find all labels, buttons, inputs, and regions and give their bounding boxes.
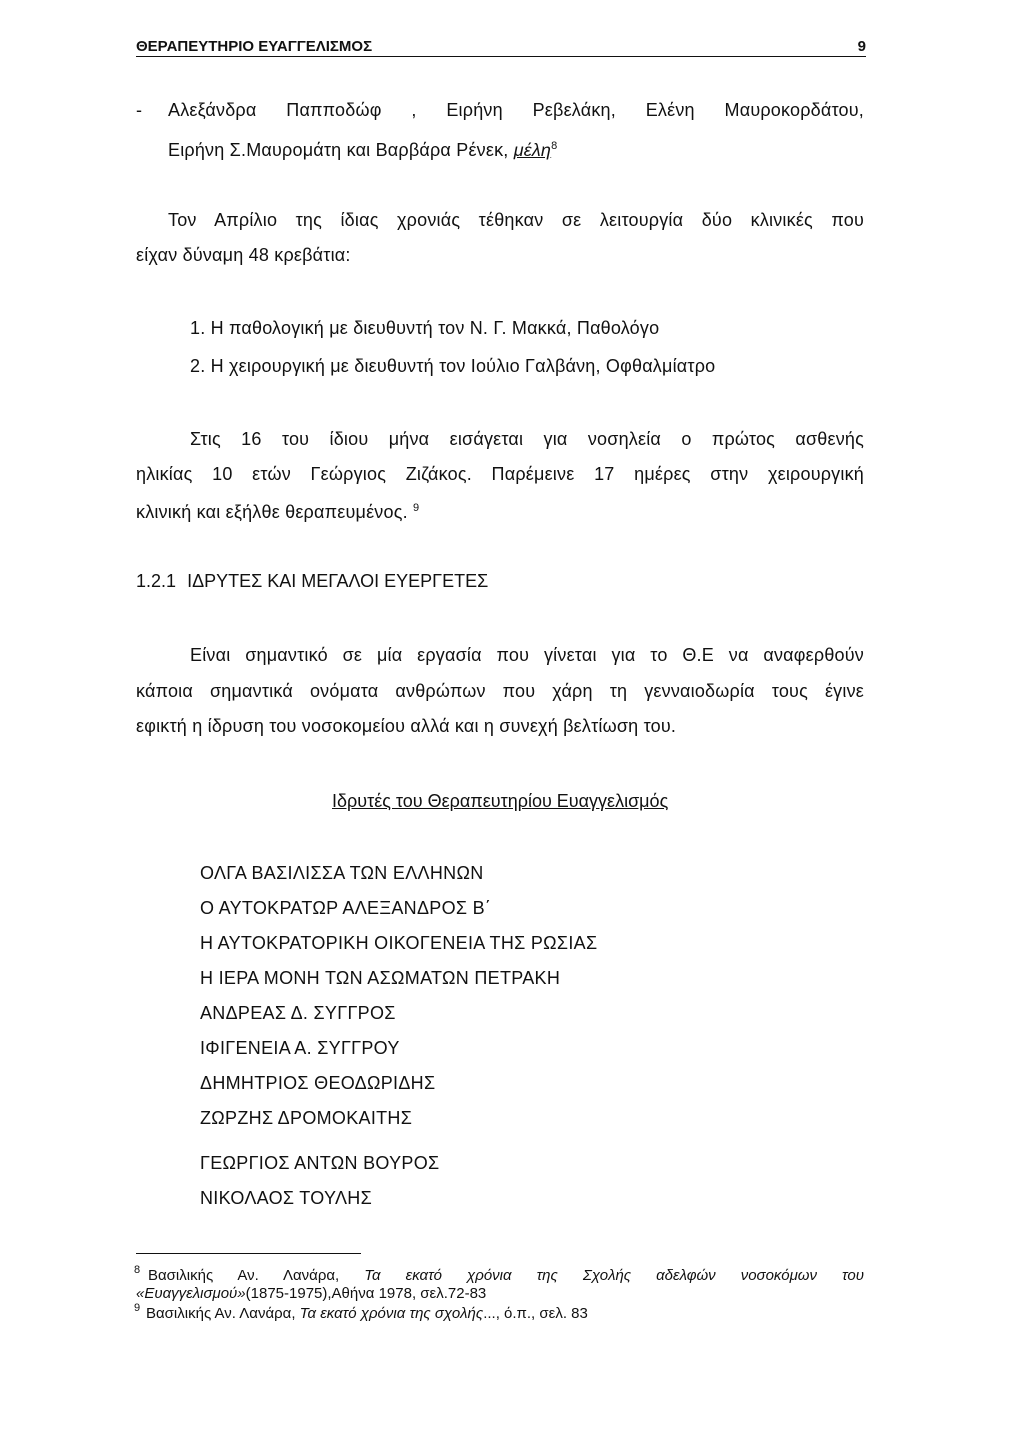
footnote-ref-9: 9 xyxy=(412,502,420,514)
founder-item: ΓΕΩΡΓΙΟΣ ΑΝΤΩΝ ΒΟΥΡΟΣ xyxy=(200,1153,440,1173)
footnote-9-rest: ..., ό.π., σελ. 83 xyxy=(483,1305,588,1322)
footnote-8-line-1 xyxy=(148,1267,864,1284)
footnote-8-title: Τα εκατό χρόνια της Σχολής αδελφών νοσοκόμων του xyxy=(364,1267,864,1284)
members-role: μέλη xyxy=(513,140,552,160)
important-line-2: κάποια σημαντικά ονόματα ανθρώπων που χάρη τη γενναιοδωρία τους έγινε xyxy=(136,681,864,701)
footnote-8-author: Βασιλικής Αν. Λανάρα, xyxy=(148,1267,340,1284)
founder-item: ΝΙΚΟΛΑΟΣ ΤΟΥΛΗΣ xyxy=(200,1188,372,1208)
footnote-8-publication: (1875-1975),Αθήνα 1978, σελ.72-83 xyxy=(245,1285,487,1302)
founder-item: ΑΝΔΡΕΑΣ Δ. ΣΥΓΓΡΟΣ xyxy=(200,1003,396,1023)
patient-line-1: Στις 16 του ίδιου μήνα εισάγεται για νοσηλεία ο πρώτος ασθενής xyxy=(190,429,864,449)
members-dash: - xyxy=(136,100,143,120)
section-number: 1.2.1 xyxy=(136,571,177,591)
section-heading xyxy=(136,571,488,592)
footnote-9-number: 9 xyxy=(134,1302,141,1314)
founder-item: ΙΦΙΓΕΝΕΙΑ Α. ΣΥΓΓΡΟΥ xyxy=(200,1038,400,1058)
april-line-1: Τον Απρίλιο της ίδιας χρονιάς τέθηκαν σε λειτουργία δύο κλινικές που xyxy=(168,210,864,230)
clinic-2: 2. Η χειρουργική με διευθυντή τον Ιούλιο Γαλβάνη, Οφθαλμίατρο xyxy=(190,356,716,376)
important-line-1: Είναι σημαντικό σε μία εργασία που γίνεται για το Θ.Ε να αναφερθούν xyxy=(190,645,864,665)
patient-text: κλινική και εξήλθε θεραπευμένος. xyxy=(136,502,408,522)
footnote-8-mark xyxy=(134,1262,140,1283)
members-line-2 xyxy=(168,136,557,160)
founder-item: Η ΙΕΡΑ ΜΟΝΗ ΤΩΝ ΑΣΩΜΑΤΩΝ ΠΕΤΡΑΚΗ xyxy=(200,968,561,988)
founders-title: Ιδρυτές του Θεραπευτηρίου Ευαγγελισμός xyxy=(332,791,669,811)
patient-line-2: ηλικίας 10 ετών Γεώργιος Ζιζάκος. Παρέμεινε 17 ημέρες στην χειρουργική xyxy=(136,464,864,484)
footnote-8-line-2 xyxy=(136,1285,486,1302)
members-names: Ειρήνη Σ.Μαυρομάτη και Βαρβάρα Ρένεκ, xyxy=(168,140,509,160)
running-header xyxy=(136,38,866,57)
footnote-9-author: Βασιλικής Αν. Λανάρα, xyxy=(146,1305,296,1322)
founder-item: ΖΩΡΖΗΣ ΔΡΟΜΟΚΑΙΤΗΣ xyxy=(200,1108,413,1128)
founder-item: Η ΑΥΤΟΚΡΑΤΟΡΙΚΗ ΟΙΚΟΓΕΝΕΙΑ ΤΗΣ ΡΩΣΙΑΣ xyxy=(200,933,598,953)
clinic-1: 1. Η παθολογική με διευθυντή τον Ν. Γ. Μακκά, Παθολόγο xyxy=(190,318,660,338)
section-title: ΙΔΡΥΤΕΣ ΚΑΙ ΜΕΓΑΛΟΙ ΕΥΕΡΓΕΤΕΣ xyxy=(187,571,489,591)
footnote-9-mark xyxy=(134,1300,140,1321)
footnote-9-title: Τα εκατό χρόνια της σχολής xyxy=(299,1305,484,1322)
footnote-8-title-cont: «Ευαγγελισμού» xyxy=(136,1285,246,1302)
april-line-2: είχαν δύναμη 48 κρεβάτια: xyxy=(136,245,351,265)
footnote-ref-8: 8 xyxy=(551,140,558,152)
page-number: 9 xyxy=(857,38,866,55)
important-line-3: εφικτή η ίδρυση του νοσοκομείου αλλά και η συνεχή βελτίωση του. xyxy=(136,716,677,736)
header-title: ΘΕΡΑΠΕΥΤΗΡΙΟ ΕΥΑΓΓΕΛΙΣΜΟΣ xyxy=(136,38,373,55)
footnote-separator xyxy=(136,1253,361,1254)
founder-item: ΔΗΜΗΤΡΙΟΣ ΘΕΟΔΩΡΙΔΗΣ xyxy=(200,1073,436,1093)
founder-item: Ο ΑΥΤΟΚΡΑΤΩΡ ΑΛΕΞΑΝΔΡΟΣ Β΄ xyxy=(200,898,492,918)
patient-line-3 xyxy=(136,498,419,522)
footnote-9-line xyxy=(146,1305,588,1322)
members-line-1: Αλεξάνδρα Παπποδώφ , Ειρήνη Ρεβελάκη, Ελένη Μαυροκορδάτου, xyxy=(168,100,864,120)
footnote-8-number: 8 xyxy=(134,1264,141,1276)
founder-item: ΟΛΓΑ ΒΑΣΙΛΙΣΣΑ ΤΩΝ ΕΛΛΗΝΩΝ xyxy=(200,863,484,883)
